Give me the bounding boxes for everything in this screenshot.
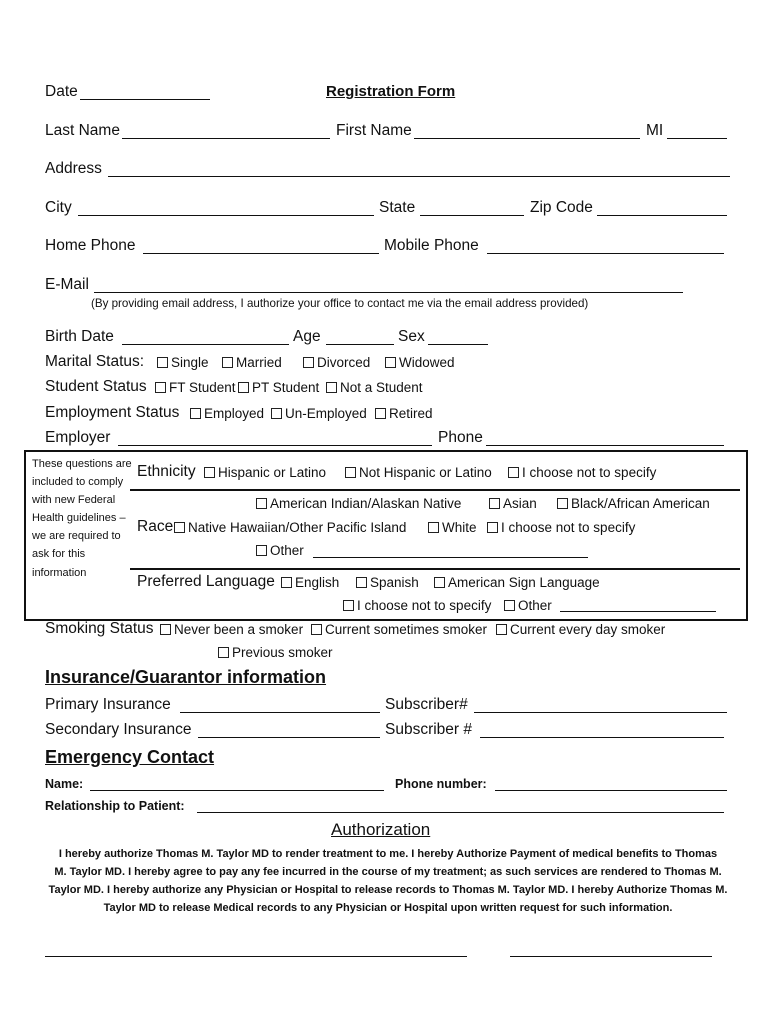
zip-field[interactable] <box>597 215 727 216</box>
sex-field[interactable] <box>428 344 488 345</box>
employer-label: Employer <box>45 429 111 446</box>
checkbox-icon <box>434 577 445 588</box>
option-label: I choose not to specify <box>522 465 657 480</box>
checkbox-icon <box>343 600 354 611</box>
emergency-phone-label: Phone number: <box>395 777 487 791</box>
option-label: Retired <box>389 406 433 421</box>
checkbox-icon <box>345 467 356 478</box>
race-native-hawaiian[interactable] <box>174 519 406 537</box>
sex-label: Sex <box>398 328 425 345</box>
address-label: Address <box>45 160 102 177</box>
checkbox-icon <box>504 600 515 611</box>
race-white[interactable] <box>428 519 477 537</box>
option-label: Asian <box>503 496 537 511</box>
employment-employed[interactable] <box>190 405 264 423</box>
first-name-field[interactable] <box>414 138 640 139</box>
checkbox-icon <box>271 408 282 419</box>
state-field[interactable] <box>420 215 524 216</box>
smoking-never[interactable] <box>160 621 303 639</box>
race-black[interactable] <box>557 495 710 513</box>
emergency-name-field[interactable] <box>90 790 384 791</box>
city-field[interactable] <box>78 215 374 216</box>
subscriber-2-label: Subscriber # <box>385 721 473 738</box>
option-label: Not a Student <box>340 380 423 395</box>
checkbox-icon <box>256 498 267 509</box>
date-label: Date <box>45 83 78 100</box>
form-title: Registration Form <box>326 83 456 100</box>
smoking-status-label: Smoking Status <box>45 620 154 637</box>
ethnicity-label: Ethnicity <box>137 463 196 480</box>
language-not-specify[interactable] <box>343 597 491 615</box>
language-spanish[interactable] <box>356 574 419 592</box>
option-label: Not Hispanic or Latino <box>359 465 492 480</box>
mi-field[interactable] <box>667 138 727 139</box>
option-label: White <box>442 520 477 535</box>
birth-date-field[interactable] <box>122 344 289 345</box>
relationship-label: Relationship to Patient: <box>45 799 185 813</box>
authorization-heading: Authorization <box>331 820 431 839</box>
employer-field[interactable] <box>118 445 432 446</box>
checkbox-icon <box>157 357 168 368</box>
option-label: Black/African American <box>571 496 710 511</box>
secondary-insurance-label: Secondary Insurance <box>45 721 192 738</box>
last-name-field[interactable] <box>122 138 330 139</box>
city-label: City <box>45 199 72 216</box>
checkbox-icon <box>174 522 185 533</box>
checkbox-icon <box>311 624 322 635</box>
option-label: Widowed <box>399 355 455 370</box>
race-label: Race <box>137 518 174 535</box>
relationship-field[interactable] <box>197 812 724 813</box>
emergency-name-label: Name: <box>45 777 84 791</box>
smoking-sometimes[interactable] <box>311 621 487 639</box>
checkbox-icon <box>375 408 386 419</box>
primary-insurance-label: Primary Insurance <box>45 696 171 713</box>
option-label: American Sign Language <box>448 575 600 590</box>
home-phone-label: Home Phone <box>45 237 136 254</box>
option-label: Employed <box>204 406 265 421</box>
student-pt[interactable] <box>238 379 319 397</box>
insurance-heading: Insurance/Guarantor information <box>45 667 327 687</box>
email-label: E-Mail <box>45 276 89 293</box>
checkbox-icon <box>326 382 337 393</box>
smoking-every-day[interactable] <box>496 621 665 639</box>
zip-label: Zip Code <box>530 199 593 216</box>
option-label: Divorced <box>317 355 371 370</box>
checkbox-icon <box>281 577 292 588</box>
option-label: FT Student <box>169 380 236 395</box>
checkbox-icon <box>489 498 500 509</box>
checkbox-icon <box>487 522 498 533</box>
option-label: I choose not to specify <box>357 598 492 613</box>
divider <box>130 489 740 491</box>
emergency-heading: Emergency Contact <box>45 747 215 767</box>
date-field[interactable] <box>80 99 210 100</box>
option-label: Current every day smoker <box>510 622 666 637</box>
employer-phone-label: Phone <box>438 429 483 446</box>
authorization-line: Taylor MD to release Medical records to any Physician or Hospital upon written request for such information. <box>103 902 673 914</box>
employer-phone-field[interactable] <box>486 445 724 446</box>
marital-status-label: Marital Status: <box>45 353 145 370</box>
marital-divorced[interactable] <box>303 354 370 372</box>
birth-date-label: Birth Date <box>45 328 114 345</box>
option-label: PT Student <box>252 380 320 395</box>
checkbox-icon <box>190 408 201 419</box>
checkbox-icon <box>428 522 439 533</box>
language-other-field[interactable] <box>560 611 716 612</box>
student-not[interactable] <box>326 379 423 397</box>
option-label: Single <box>171 355 209 370</box>
checkbox-icon <box>155 382 166 393</box>
preferred-language-label: Preferred Language <box>137 573 275 590</box>
ethnicity-not-specify[interactable] <box>508 464 656 482</box>
ethnicity-not-hispanic[interactable] <box>345 464 492 482</box>
checkbox-icon <box>557 498 568 509</box>
signature-date-field[interactable] <box>510 956 712 957</box>
employment-retired[interactable] <box>375 405 433 423</box>
subscriber-2-field[interactable] <box>480 737 724 738</box>
email-field[interactable] <box>94 292 683 293</box>
checkbox-icon <box>303 357 314 368</box>
option-label: Never been a smoker <box>174 622 304 637</box>
checkbox-icon <box>238 382 249 393</box>
option-label: I choose not to specify <box>501 520 636 535</box>
last-name-label: Last Name <box>45 122 120 139</box>
checkbox-icon <box>256 545 267 556</box>
marital-married[interactable] <box>222 354 282 372</box>
mobile-phone-field[interactable] <box>487 253 724 254</box>
option-label: English <box>295 575 340 590</box>
option-label: Native Hawaiian/Other Pacific Island <box>188 520 407 535</box>
federal-side-note: These questions are included to comply with new Federal Health guidelines – we are required to ask for this information <box>32 458 132 579</box>
address-field[interactable] <box>108 176 730 177</box>
smoking-previous[interactable] <box>218 644 333 662</box>
checkbox-icon <box>496 624 507 635</box>
emergency-phone-field[interactable] <box>495 790 727 791</box>
option-label: Hispanic or Latino <box>218 465 327 480</box>
employment-unemployed[interactable] <box>271 405 367 423</box>
option-label: Un-Employed <box>285 406 367 421</box>
subscriber-1-field[interactable] <box>474 712 727 713</box>
option-label: Spanish <box>370 575 419 590</box>
race-asian[interactable] <box>489 495 537 513</box>
authorization-line: I hereby authorize Thomas M. Taylor MD to render treatment to me. I hereby Authorize Payment of medical benefits to Thomas <box>58 848 718 860</box>
mobile-phone-label: Mobile Phone <box>384 237 479 254</box>
student-ft[interactable] <box>155 379 236 397</box>
divider <box>130 568 740 570</box>
ethnicity-hispanic[interactable] <box>204 464 326 482</box>
option-label: Current sometimes smoker <box>325 622 488 637</box>
email-note: (By providing email address, I authorize your office to contact me via the email address provided) <box>91 297 589 310</box>
checkbox-icon <box>222 357 233 368</box>
checkbox-icon <box>508 467 519 478</box>
checkbox-icon <box>385 357 396 368</box>
first-name-label: First Name <box>336 122 412 139</box>
marital-widowed[interactable] <box>385 354 455 372</box>
option-label: Other <box>518 598 552 613</box>
home-phone-field[interactable] <box>143 253 379 254</box>
option-label: Previous smoker <box>232 645 333 660</box>
student-status-label: Student Status <box>45 378 147 395</box>
subscriber-1-label: Subscriber# <box>385 696 468 713</box>
language-other[interactable] <box>504 597 552 615</box>
employment-status-label: Employment Status <box>45 404 180 421</box>
authorization-line: M. Taylor MD. I hereby agree to pay any fee incurred in the course of my treatment; as such services are rendered to Thomas M. <box>54 866 722 878</box>
checkbox-icon <box>204 467 215 478</box>
option-label: Married <box>236 355 282 370</box>
state-label: State <box>379 199 416 216</box>
race-not-specify[interactable] <box>487 519 635 537</box>
checkbox-icon <box>160 624 171 635</box>
language-english[interactable] <box>281 574 339 592</box>
marital-single[interactable] <box>157 354 209 372</box>
race-american-indian[interactable] <box>256 495 461 513</box>
signature-field[interactable] <box>45 956 467 957</box>
secondary-insurance-field[interactable] <box>198 737 380 738</box>
mi-label: MI <box>646 122 664 139</box>
checkbox-icon <box>356 577 367 588</box>
primary-insurance-field[interactable] <box>180 712 380 713</box>
race-other[interactable] <box>256 542 304 560</box>
race-other-field[interactable] <box>313 557 588 558</box>
option-label: Other <box>270 543 304 558</box>
language-asl[interactable] <box>434 574 600 592</box>
option-label: American Indian/Alaskan Native <box>270 496 462 511</box>
checkbox-icon <box>218 647 229 658</box>
authorization-line: Taylor MD. I hereby authorize any Physician or Hospital to release records to Thomas M. Taylor MD. I hereby Authorize Thomas M. <box>48 884 728 896</box>
age-label: Age <box>293 328 321 345</box>
age-field[interactable] <box>326 344 394 345</box>
